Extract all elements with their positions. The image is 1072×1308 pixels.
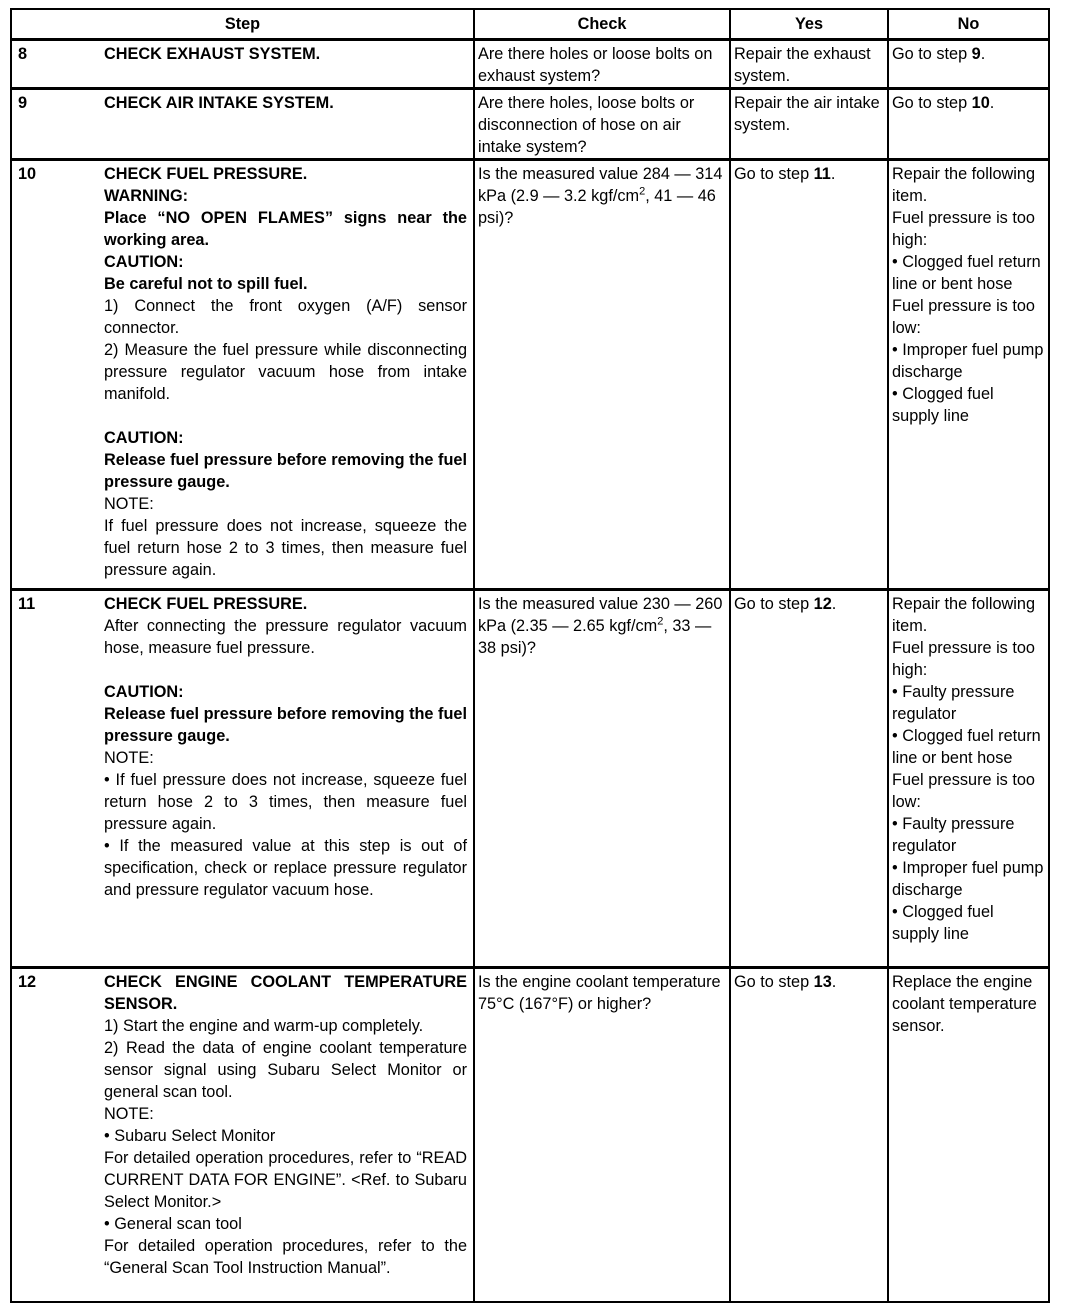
goto-step-link[interactable]: 9 xyxy=(971,45,981,63)
superscript: 2 xyxy=(639,185,646,198)
yes-suffix: . xyxy=(831,595,837,613)
step-number: 9 xyxy=(18,94,28,112)
note-bullet: • Subaru Select Monitor xyxy=(104,1127,276,1145)
goto-step-link[interactable]: 12 xyxy=(813,595,832,613)
no-suffix: . xyxy=(980,45,986,63)
step-title: CHECK AIR INTAKE SYSTEM. xyxy=(104,94,334,112)
goto-step-link[interactable]: 13 xyxy=(813,973,832,991)
no-line: Fuel pressure is too high: xyxy=(892,209,1035,249)
no-cell: Replace the engine coolant temperature sensor. xyxy=(888,968,1049,1302)
no-cell xyxy=(888,40,1049,89)
check-cell: Is the engine coolant temperature 75°C (167°F) or higher? xyxy=(474,968,730,1302)
no-line: • Improper fuel pump discharge xyxy=(892,859,1044,899)
check-cell xyxy=(474,160,730,590)
no-suffix: . xyxy=(989,94,995,112)
step-title: CHECK FUEL PRESSURE. xyxy=(104,165,308,183)
yes-suffix: . xyxy=(830,165,836,183)
diagnostic-page xyxy=(10,8,1048,1303)
no-line: Fuel pressure is too low: xyxy=(892,297,1035,337)
no-line: • Clogged fuel supply line xyxy=(892,903,994,943)
caution-label: CAUTION: xyxy=(104,429,184,447)
step-title: CHECK EXHAUST SYSTEM. xyxy=(104,45,321,63)
no-line: • Faulty pressure regulator xyxy=(892,683,1015,723)
step-cell xyxy=(11,968,474,1302)
yes-text: Go to step xyxy=(734,595,814,613)
step-number: 8 xyxy=(18,45,28,63)
step-number: 10 xyxy=(18,165,37,183)
note-text: For detailed operation procedures, refer to the “General Scan Tool Instruction Manual”. xyxy=(104,1237,467,1277)
no-line: • Clogged fuel return line or bent hose xyxy=(892,253,1041,293)
yes-text: Go to step xyxy=(734,165,814,183)
step-cell xyxy=(11,40,474,89)
step-number: 12 xyxy=(18,973,37,991)
yes-text: Go to step xyxy=(734,973,814,991)
note-text: For detailed operation procedures, refer to “READ CURRENT DATA FOR ENGINE”. <Ref. to Subaru Select Monitor.> xyxy=(104,1149,467,1211)
table-header-row xyxy=(11,9,1049,40)
note-text: If fuel pressure does not increase, squeeze the fuel return hose 2 to 3 times, then measure fuel pressure again. xyxy=(104,517,467,579)
no-cell xyxy=(888,160,1049,590)
no-line: • Faulty pressure regulator xyxy=(892,815,1015,855)
check-text-end: , 41 — 46 psi)? xyxy=(478,187,716,227)
yes-cell: Repair the air intake system. xyxy=(730,89,888,160)
header-no: No xyxy=(888,9,1049,40)
step-intro: After connecting the pressure regulator vacuum hose, measure fuel pressure. xyxy=(104,617,467,657)
no-line: Fuel pressure is too high: xyxy=(892,639,1035,679)
procedure-step: 2) Measure the fuel pressure while disconnecting pressure regulator vacuum hose from intake manifold. xyxy=(104,341,467,403)
no-cell xyxy=(888,89,1049,160)
no-text: Go to step xyxy=(892,45,972,63)
goto-step-link[interactable]: 11 xyxy=(813,165,831,183)
step-cell xyxy=(11,160,474,590)
check-text: Is the measured value 230 — 260 kPa (2.35 — 2.65 kgf/cm xyxy=(478,595,723,635)
yes-cell xyxy=(730,590,888,968)
check-text: Is the measured value 284 — 314 kPa (2.9 — 3.2 kgf/cm xyxy=(478,165,723,205)
note-text: • If fuel pressure does not increase, squeeze fuel return hose 2 to 3 times, then measure fuel pressure again. xyxy=(104,771,467,833)
check-cell: Are there holes, loose bolts or disconnection of hose on air intake system? xyxy=(474,89,730,160)
no-cell xyxy=(888,590,1049,968)
yes-suffix: . xyxy=(831,973,837,991)
check-cell xyxy=(474,590,730,968)
caution-label: CAUTION: xyxy=(104,683,184,701)
goto-step-link[interactable]: 10 xyxy=(971,94,990,112)
procedure-step: 1) Start the engine and warm-up completely. xyxy=(104,1017,424,1035)
note-bullet: • General scan tool xyxy=(104,1215,242,1233)
superscript: 2 xyxy=(657,615,664,628)
table-row xyxy=(11,160,1049,590)
no-line: • Clogged fuel return line or bent hose xyxy=(892,727,1041,767)
caution-text: Release fuel pressure before removing the fuel pressure gauge. xyxy=(104,705,467,745)
step-number: 11 xyxy=(18,595,36,613)
warning-label: WARNING: xyxy=(104,187,189,205)
procedure-step: 2) Read the data of engine coolant temperature sensor signal using Subaru Select Monitor or general scan tool. xyxy=(104,1039,467,1101)
diagnostic-table xyxy=(10,8,1050,1303)
no-line: • Improper fuel pump discharge xyxy=(892,341,1044,381)
note-label: NOTE: xyxy=(104,495,154,513)
table-row xyxy=(11,968,1049,1302)
yes-cell xyxy=(730,968,888,1302)
note-text: • If the measured value at this step is out of specification, check or replace pressure regulator and pressure regulator vacuum hose. xyxy=(104,837,467,899)
no-line: Fuel pressure is too low: xyxy=(892,771,1035,811)
procedure-step: 1) Connect the front oxygen (A/F) sensor connector. xyxy=(104,297,467,337)
note-label: NOTE: xyxy=(104,1105,154,1123)
header-step: Step xyxy=(11,9,474,40)
warning-text: Place “NO OPEN FLAMES” signs near the working area. xyxy=(104,209,467,249)
table-row xyxy=(11,89,1049,160)
header-check: Check xyxy=(474,9,730,40)
yes-cell xyxy=(730,160,888,590)
table-row xyxy=(11,590,1049,968)
no-line: Repair the following item. xyxy=(892,595,1035,635)
step-title: CHECK FUEL PRESSURE. xyxy=(104,595,308,613)
no-line: • Clogged fuel supply line xyxy=(892,385,994,425)
caution-text: Be careful not to spill fuel. xyxy=(104,275,308,293)
no-line: Repair the following item. xyxy=(892,165,1035,205)
table-row xyxy=(11,40,1049,89)
step-cell xyxy=(11,590,474,968)
step-cell xyxy=(11,89,474,160)
yes-cell: Repair the exhaust system. xyxy=(730,40,888,89)
step-title: CHECK ENGINE COOLANT TEMPERATURE SENSOR. xyxy=(104,973,467,1013)
note-label: NOTE: xyxy=(104,749,154,767)
caution-label: CAUTION: xyxy=(104,253,184,271)
header-yes: Yes xyxy=(730,9,888,40)
no-text: Go to step xyxy=(892,94,972,112)
check-text-end: , 33 — 38 psi)? xyxy=(478,617,712,657)
caution-text: Release fuel pressure before removing the fuel pressure gauge. xyxy=(104,451,467,491)
check-cell: Are there holes or loose bolts on exhaust system? xyxy=(474,40,730,89)
